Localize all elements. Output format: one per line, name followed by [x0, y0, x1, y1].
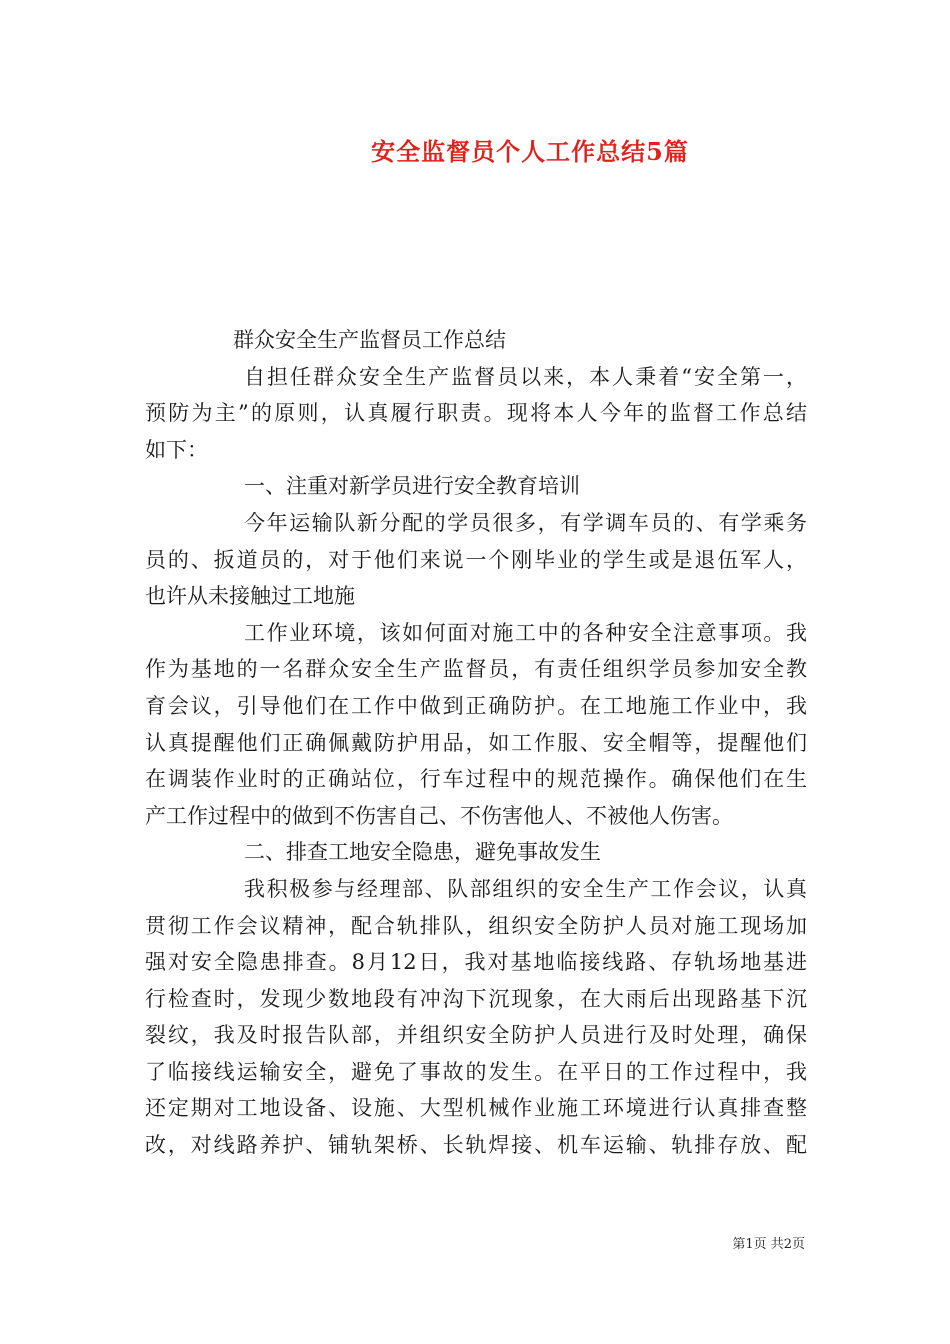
paragraph-line: 行检查时，发现少数地段有冲沟下沉现象，在大雨后出现路基下沉: [145, 986, 807, 1011]
paragraph-line: 今年运输队新分配的学员很多，有学调车员的、有学乘务: [244, 510, 807, 535]
paragraph-line: 预防为主”的原则，认真履行职责。现将本人今年的监督工作总结: [145, 401, 807, 426]
paragraph-line: 育会议，引导他们在工作中做到正确防护。在工地施工作业中，我: [145, 693, 807, 718]
section-heading: 二、排查工地安全隐患，避免事故发生: [244, 840, 601, 865]
paragraph-line: 自担任群众安全生产监督员以来，本人秉着“安全第一，: [244, 364, 807, 389]
paragraph-line: 作为基地的一名群众安全生产监督员，有责任组织学员参加安全教: [145, 657, 807, 682]
paragraph-line: 强对安全隐患排查。8月12日，我对基地临接线路、存轨场地基进: [145, 950, 807, 975]
paragraph-line: 还定期对工地设备、设施、大型机械作业施工环境进行认真排查整: [145, 1096, 807, 1121]
paragraph-line: 了临接线运输安全，避免了事故的发生。在平日的工作过程中，我: [145, 1059, 807, 1084]
section-subtitle: 群众安全生产监督员工作总结: [233, 328, 506, 352]
paragraph-line: 如下：: [145, 437, 208, 462]
page-number: 第1页 共2页: [732, 1237, 805, 1252]
paragraph-line: 我积极参与经理部、队部组织的安全生产工作会议，认真: [244, 876, 807, 901]
paragraph-line: 在调装作业时的正确站位，行车过程中的规范操作。确保他们在生: [145, 767, 807, 792]
paragraph-line: 认真提醒他们正确佩戴防护用品，如工作服、安全帽等，提醒他们: [145, 730, 807, 755]
paragraph-line: 员的、扳道员的，对于他们来说一个刚毕业的学生或是退伍军人，: [145, 547, 807, 572]
paragraph-line: 贯彻工作会议精神，配合轨排队，组织安全防护人员对施工现场加: [145, 913, 807, 938]
paragraph-line: 产工作过程中的做到不伤害自己、不伤害他人、不被他人伤害。: [145, 803, 733, 828]
paragraph-line: 裂纹，我及时报告队部，并组织安全防护人员进行及时处理，确保: [145, 1023, 807, 1048]
paragraph-line: 工作业环境，该如何面对施工中的各种安全注意事项。我: [244, 620, 807, 645]
section-heading: 一、注重对新学员进行安全教育培训: [244, 474, 580, 499]
paragraph-line: 也许从未接触过工地施: [145, 584, 355, 609]
document-body: [145, 322, 807, 1164]
document-title: 安全监督员个人工作总结5篇: [371, 137, 689, 166]
paragraph-line: 改，对线路养护、铺轨架桥、长轨焊接、机车运输、轨排存放、配: [145, 1133, 807, 1158]
